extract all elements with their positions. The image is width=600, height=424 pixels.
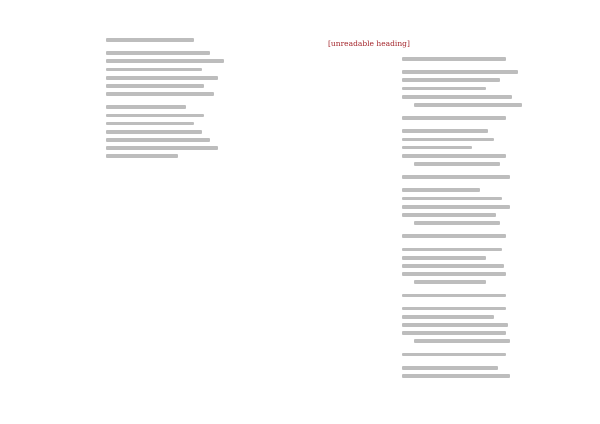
stanza: [402, 186, 592, 227]
text-line: [106, 36, 256, 44]
text-line: [402, 313, 592, 321]
text-placeholder: [414, 339, 510, 343]
text-line: [402, 372, 592, 380]
text-placeholder: [402, 116, 506, 120]
text-placeholder: [402, 323, 508, 327]
text-line: [402, 219, 592, 227]
text-label: [106, 74, 107, 75]
text-label: [402, 337, 403, 338]
text-placeholder: [402, 95, 512, 99]
text-placeholder: [402, 331, 506, 335]
text-line: [402, 114, 592, 122]
text-placeholder: [106, 114, 204, 118]
text-placeholder: [106, 92, 214, 96]
text-line: [402, 329, 592, 337]
text-line: [402, 93, 592, 101]
text-placeholder: [106, 59, 224, 63]
text-label: [106, 112, 107, 113]
text-label: [402, 68, 403, 69]
text-label: [402, 292, 403, 293]
text-line: [402, 136, 592, 144]
text-placeholder: [106, 146, 218, 150]
text-placeholder: [414, 280, 486, 284]
text-placeholder: [414, 103, 522, 107]
text-line: [106, 66, 256, 74]
text-placeholder: [414, 221, 500, 225]
text-placeholder: [402, 264, 504, 268]
text-label: [402, 127, 403, 128]
text-label: [106, 120, 107, 121]
text-placeholder: [402, 70, 518, 74]
text-label: [402, 85, 403, 86]
text-line: [402, 292, 592, 300]
stanza: [106, 36, 256, 44]
text-placeholder: [414, 162, 500, 166]
stanza: [402, 351, 592, 359]
text-label: [402, 101, 403, 102]
text-label: [402, 211, 403, 212]
text-line: [402, 211, 592, 219]
text-label: [106, 136, 107, 137]
page-heading: [unreadable heading]: [328, 39, 410, 48]
text-label: [402, 232, 403, 233]
text-line: [402, 351, 592, 359]
text-placeholder: [402, 146, 472, 150]
text-placeholder: [106, 51, 210, 55]
text-label: [402, 364, 403, 365]
text-line: [402, 144, 592, 152]
text-placeholder: [402, 175, 510, 179]
text-label: [106, 144, 107, 145]
text-line: [402, 337, 592, 345]
text-label: [402, 278, 403, 279]
text-placeholder: [402, 129, 488, 133]
text-placeholder: [402, 138, 494, 142]
text-label: [402, 321, 403, 322]
text-placeholder: [402, 374, 510, 378]
text-label: [402, 254, 403, 255]
text-label: [402, 262, 403, 263]
text-label: [106, 66, 107, 67]
text-label: [106, 103, 107, 104]
text-label: [402, 329, 403, 330]
text-line: [402, 68, 592, 76]
text-line: [106, 103, 256, 111]
text-line: [106, 90, 256, 98]
stanza: [402, 246, 592, 287]
text-label: [402, 305, 403, 306]
stanza: [402, 114, 592, 122]
text-line: [402, 305, 592, 313]
text-label: [402, 136, 403, 137]
text-line: [106, 136, 256, 144]
text-placeholder: [402, 188, 480, 192]
text-line: [402, 262, 592, 270]
text-line: [402, 232, 592, 240]
text-placeholder: [402, 272, 506, 276]
text-line: [106, 82, 256, 90]
text-placeholder: [106, 105, 186, 109]
text-line: [402, 127, 592, 135]
text-label: [402, 76, 403, 77]
text-line: [402, 254, 592, 262]
text-line: [402, 160, 592, 168]
text-line: [402, 195, 592, 203]
text-placeholder: [402, 256, 486, 260]
text-label: [106, 82, 107, 83]
stanza: [106, 103, 256, 160]
text-placeholder: [106, 130, 202, 134]
text-label: [402, 144, 403, 145]
text-label: [402, 203, 403, 204]
text-placeholder: [402, 315, 494, 319]
text-label: [402, 55, 403, 56]
text-line: [402, 270, 592, 278]
text-label: [106, 128, 107, 129]
text-placeholder: [402, 248, 502, 252]
text-label: [402, 160, 403, 161]
text-placeholder: [106, 84, 204, 88]
text-placeholder: [402, 57, 506, 61]
stanza: [402, 55, 592, 63]
text-label: [402, 372, 403, 373]
stanza: [402, 173, 592, 181]
text-line: [106, 152, 256, 160]
text-label: [402, 246, 403, 247]
text-label: [106, 36, 107, 37]
text-placeholder: [402, 205, 510, 209]
text-placeholder: [402, 353, 506, 357]
text-placeholder: [106, 68, 202, 72]
text-placeholder: [402, 78, 500, 82]
text-label: [402, 114, 403, 115]
text-line: [106, 144, 256, 152]
stanza: [402, 127, 592, 168]
text-placeholder: [402, 366, 498, 370]
text-line: [106, 74, 256, 82]
text-line: [402, 203, 592, 211]
text-placeholder: [106, 76, 218, 80]
text-line: [402, 321, 592, 329]
text-label: [402, 219, 403, 220]
stanza: [402, 68, 592, 109]
text-line: [402, 55, 592, 63]
text-placeholder: [106, 154, 178, 158]
stanza: [402, 292, 592, 300]
text-placeholder: [402, 213, 496, 217]
text-placeholder: [402, 234, 506, 238]
text-label: [402, 93, 403, 94]
right-page: [300, 0, 600, 424]
text-line: [402, 246, 592, 254]
text-line: [402, 173, 592, 181]
text-line: [402, 101, 592, 109]
text-label: [106, 90, 107, 91]
text-label: [402, 152, 403, 153]
text-label: [106, 57, 107, 58]
text-placeholder: [106, 138, 210, 142]
text-line: [106, 112, 256, 120]
text-placeholder: [402, 197, 502, 201]
text-placeholder: [402, 294, 506, 298]
text-placeholder: [106, 122, 194, 126]
text-line: [106, 128, 256, 136]
text-placeholder: [402, 87, 486, 91]
text-line: [402, 152, 592, 160]
left-text-column: [106, 36, 256, 166]
stanza: [402, 305, 592, 346]
text-placeholder: [402, 154, 506, 158]
text-label: [402, 270, 403, 271]
stanza: [106, 49, 256, 98]
text-line: [402, 186, 592, 194]
text-line: [402, 364, 592, 372]
text-label: [402, 313, 403, 314]
stanza: [402, 232, 592, 240]
text-line: [106, 120, 256, 128]
text-label: [402, 186, 403, 187]
text-line: [106, 57, 256, 65]
text-label: [402, 173, 403, 174]
text-label: [106, 152, 107, 153]
text-line: [402, 85, 592, 93]
text-label: [402, 351, 403, 352]
text-label: [106, 49, 107, 50]
right-text-column: [402, 55, 592, 385]
text-line: [402, 76, 592, 84]
text-line: [106, 49, 256, 57]
text-line: [402, 278, 592, 286]
stanza: [402, 364, 592, 380]
text-placeholder: [402, 307, 506, 311]
text-placeholder: [106, 38, 194, 42]
text-label: [402, 195, 403, 196]
